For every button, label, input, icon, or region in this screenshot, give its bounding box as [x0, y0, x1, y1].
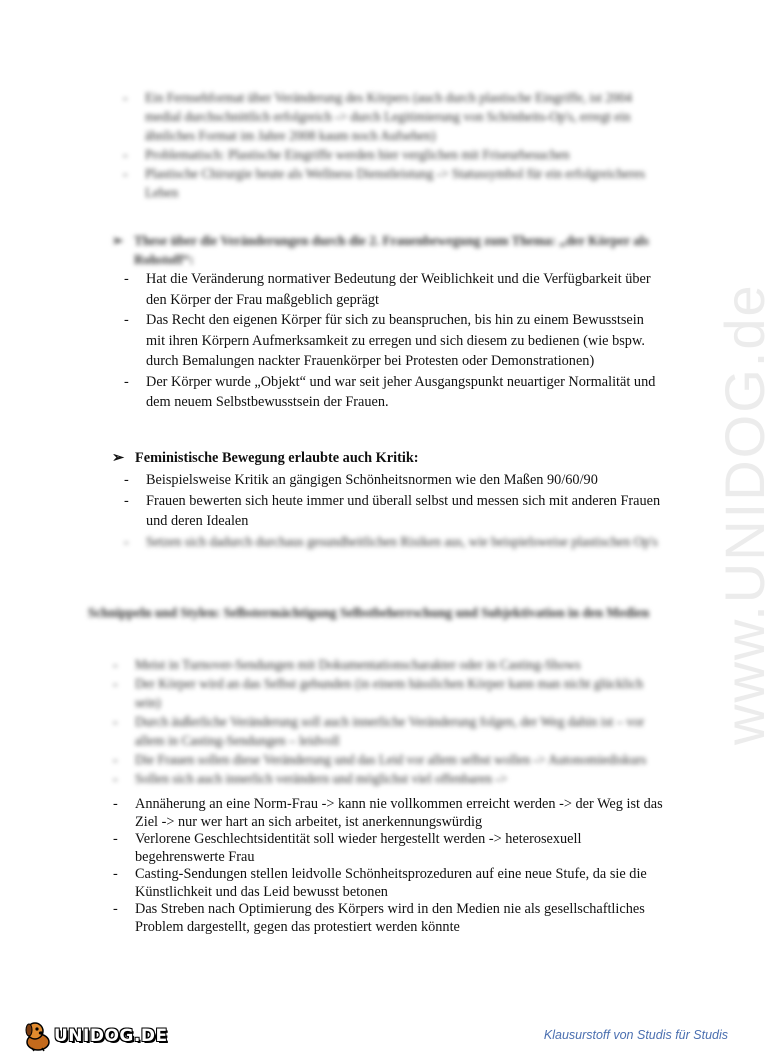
- list-item: - Problematisch: Plastische Eingriffe werden hier verglichen mit Friseurbesuchen: [145, 145, 665, 164]
- watermark: www.UNIDOG.de: [713, 283, 776, 745]
- list-item-blurred: - Setzen sich dadurch durchaus gesundheitlichen Risiken aus, wie beispielsweise plastischen Op's: [146, 532, 666, 551]
- section4-heading: Schnippeln und Stylen: Selbstermächtigung Selbstbeherrschung und Subjektivation in den Medien: [88, 605, 650, 620]
- section3-heading-text: Feministische Bewegung erlaubte auch Kritik:: [135, 450, 419, 466]
- list-item: - Meist in Turnover-Sendungen mit Dokumentationscharakter oder in Casting-Shows: [135, 655, 660, 674]
- list-item: - Hat die Veränderung normativer Bedeutung der Weiblichkeit und die Verfügbarkeit über den Körper der Frau maßgeblich geprägt: [146, 269, 666, 310]
- list-item: - Annäherung an eine Norm-Frau -> kann nie vollkommen erreicht werden -> der Weg ist das Ziel -> nur wer hart an sich arbeitet, ist anerkennungswürdig: [135, 796, 665, 831]
- arrow-bullet-icon: ➢: [112, 450, 124, 466]
- list-item: - Beispielsweise Kritik an gängigen Schönheitsnormen wie den Maßen 90/60/90: [146, 470, 666, 491]
- list-item: - Frauen bewerten sich heute immer und überall selbst und messen sich mit anderen Frauen und deren Idealen: [146, 491, 666, 532]
- list-item: - Verlorene Geschlechtsidentität soll wieder hergestellt werden -> heterosexuell begehrenswerte Frau: [135, 831, 665, 866]
- section3-heading: [112, 450, 672, 467]
- list-item: - Der Körper wird an das Selbst gebunden (in einem hässlichen Körper kann man nicht glücklich sein): [135, 674, 660, 712]
- list-item: - Casting-Sendungen stellen leidvolle Schönheitsprozeduren auf eine neue Stufe, da sie die Künstlichkeit und das Leid bewusst betonen: [135, 866, 665, 901]
- section4-list: [135, 796, 665, 936]
- section3-list: [146, 470, 666, 551]
- arrow-bullet-icon: ➢: [112, 233, 124, 248]
- list-item: - Durch äußerliche Veränderung soll auch innerliche Veränderung folgen, der Weg dahin ist – vor allem in Casting-Sendungen – leidvoll: [135, 712, 660, 750]
- section2-heading: [112, 231, 672, 269]
- section4-blurred-list: [135, 655, 660, 788]
- logo-text: UNIDOG.DE: [54, 1026, 168, 1046]
- footer-tagline: Klausurstoff von Studis für Studis: [543, 1028, 728, 1042]
- list-item: - Sollen sich auch innerlich verändern und möglichst viel offenbaren ->: [135, 769, 660, 788]
- dog-mascot-icon: [22, 1018, 56, 1052]
- section2-list: [146, 269, 666, 413]
- list-item: - Der Körper wurde „Objekt“ und war seit jeher Ausgangspunkt neuartiger Normalität und dem neuem Selbstbewusstsein der Frauen.: [146, 372, 666, 413]
- list-item: - Die Frauen sollen diese Veränderung und das Leid vor allem selbst wollen -> Autonomiediskurs: [135, 750, 660, 769]
- section2-heading-text: These über die Veränderungen durch die 2. Frauenbewegung zum Thema: „der Körper als Rohstoff“:: [134, 233, 649, 267]
- list-item: - Das Recht den eigenen Körper für sich zu beanspruchen, bis hin zu einem Bewusstsein mit ihren Körpern Aufmerksamkeit zu erregen und sich diesem zu bedienen (wie bspw. durch Bemalungen nackter Frauenkörper bei Protesten oder Demonstrationen): [146, 310, 666, 372]
- list-item: - Ein Fernsehformat über Veränderung des Körpers (auch durch plastische Eingriffe, ist 2004 medial durchschnittlich erfolgreich -> durch Legitimierung von Schönheits-Op's, erregt ein ähnliches Format im Jahre 2008 kaum noch Aufsehen): [145, 88, 665, 145]
- section1-list: [145, 88, 665, 202]
- list-item: - Plastische Chirurgie heute als Wellness Dienstleistung -> Statussymbol für ein erfolgreicheres Leben: [145, 164, 665, 202]
- list-item: - Das Streben nach Optimierung des Körpers wird in den Medien nie als gesellschaftliches Problem dargestellt, gegen das protestiert werden könnte: [135, 901, 665, 936]
